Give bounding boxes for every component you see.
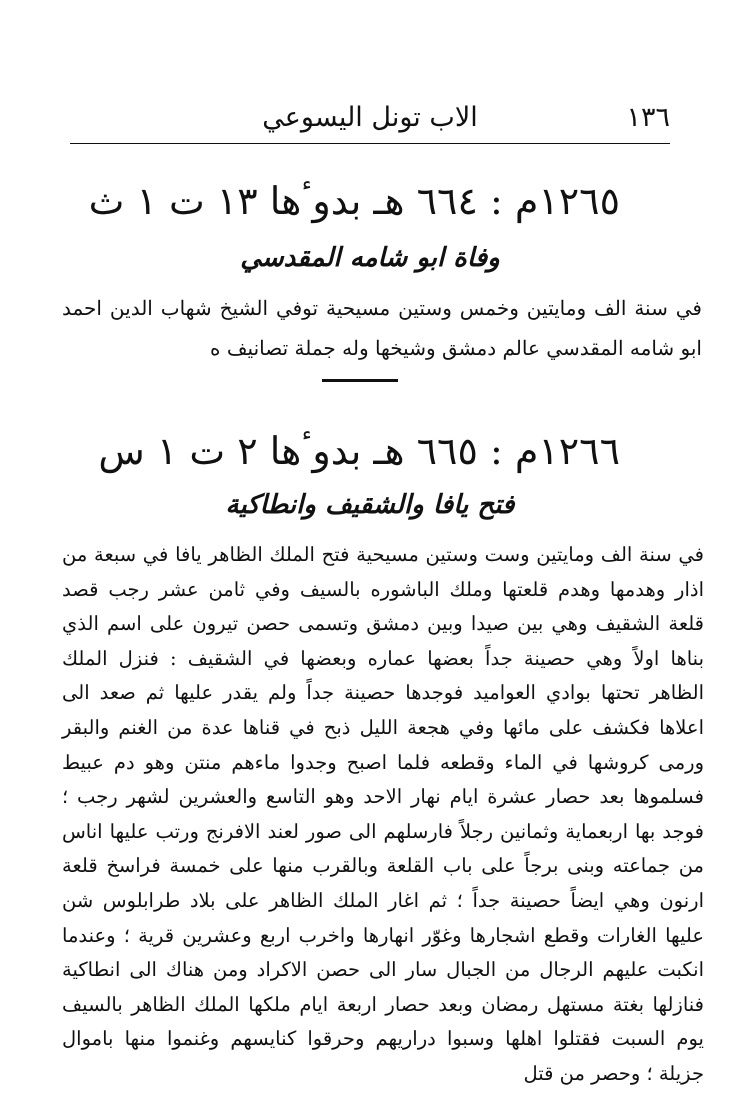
section-1-body: في سنة الف ومايتين وخمس وستين مسيحية توفي الشيخ شهاب الدين احمد ابو شامه المقدسي عالم دمشق وشيخها وله جملة تصانيف ه [62,296,702,360]
page-header [70,100,670,144]
header-rule [70,143,670,144]
section-2-title: فتح يافا والشقيف وانطاكية [225,490,515,520]
running-title: الاب تونل اليسوعي [262,102,478,133]
section-2-body: في سنة الف ومايتين وست وستين مسيحية فتح الملك الظاهر يافا في سبعة من اذار وهدمها وهدم قلعتها وملك الباشوره بالسيف وفي ثامن عشر رجب قصد قلعة الشقيف وهي بين صيدا وبين دمشق وتسمى حصن تيرون على اسم الذي بناها اولاً وهي حصينة جداً بعضها عماره وبعضها في الشقيف : فنزل الملك الظاهر تحتها بوادي العواميد فوجدها حصينة جداً ولم يقدر عليها ثم صعد الى اعلاها فكشف على مائها وفي هجعة الليل ذبح في قناها عدة من الغنم والبقر ورمى كروشها في الماء وقطعه فلما اصبح وجدوا ماءهم منتن وهو دم عبيط فسلموها بعد حصار عشرة ايام نهار الاحد وهو التاسع والعشرين لشهر رجب ؛ فوجد بها اربعماية وثمانين رجلاً فارسلهم الى صور لعند الافرنج ورتب عليها اناس من جماعته وبنى برجاً على باب القلعة وبالقرب منها على خمسة فراسخ قلعة ارنون وهي ايضاً حصينة جداً ؛ ثم اغار الملك الظاهر على بلاد طرابلوس شن عليها الغارات وقطع اشجارها وغوّر انهارها واخرب اربع وعشرين قرية ؛ وعندما انكبت عليهم الرجال من الجبال سار الى حصن الاكراد ومن هناك الى انطاكية فنازلها بغتة مستهل رمضان وبعد حصار اربعة ايام ملكها الملك الظاهر بالسيف يوم السبت فقتلوا اهلها وسبوا دراريهم وحرقوا كنايسهم وغنموا منها باموال جزيلة ؛ وحصر من قتل [62,543,704,1085]
section-1-date-heading: ١٢٦٥م : ٦٦٤ هـ بدوٴها ١٣ ت ١ ث [88,179,620,223]
section-1-title: وفاة ابو شامه المقدسي [240,243,500,273]
page-number: ١٣٦ [626,102,670,133]
section-2-date-heading: ١٢٦٦م : ٦٦٥ هـ بدوٴها ٢ ت ١ س [98,429,620,473]
section-divider [322,379,398,382]
